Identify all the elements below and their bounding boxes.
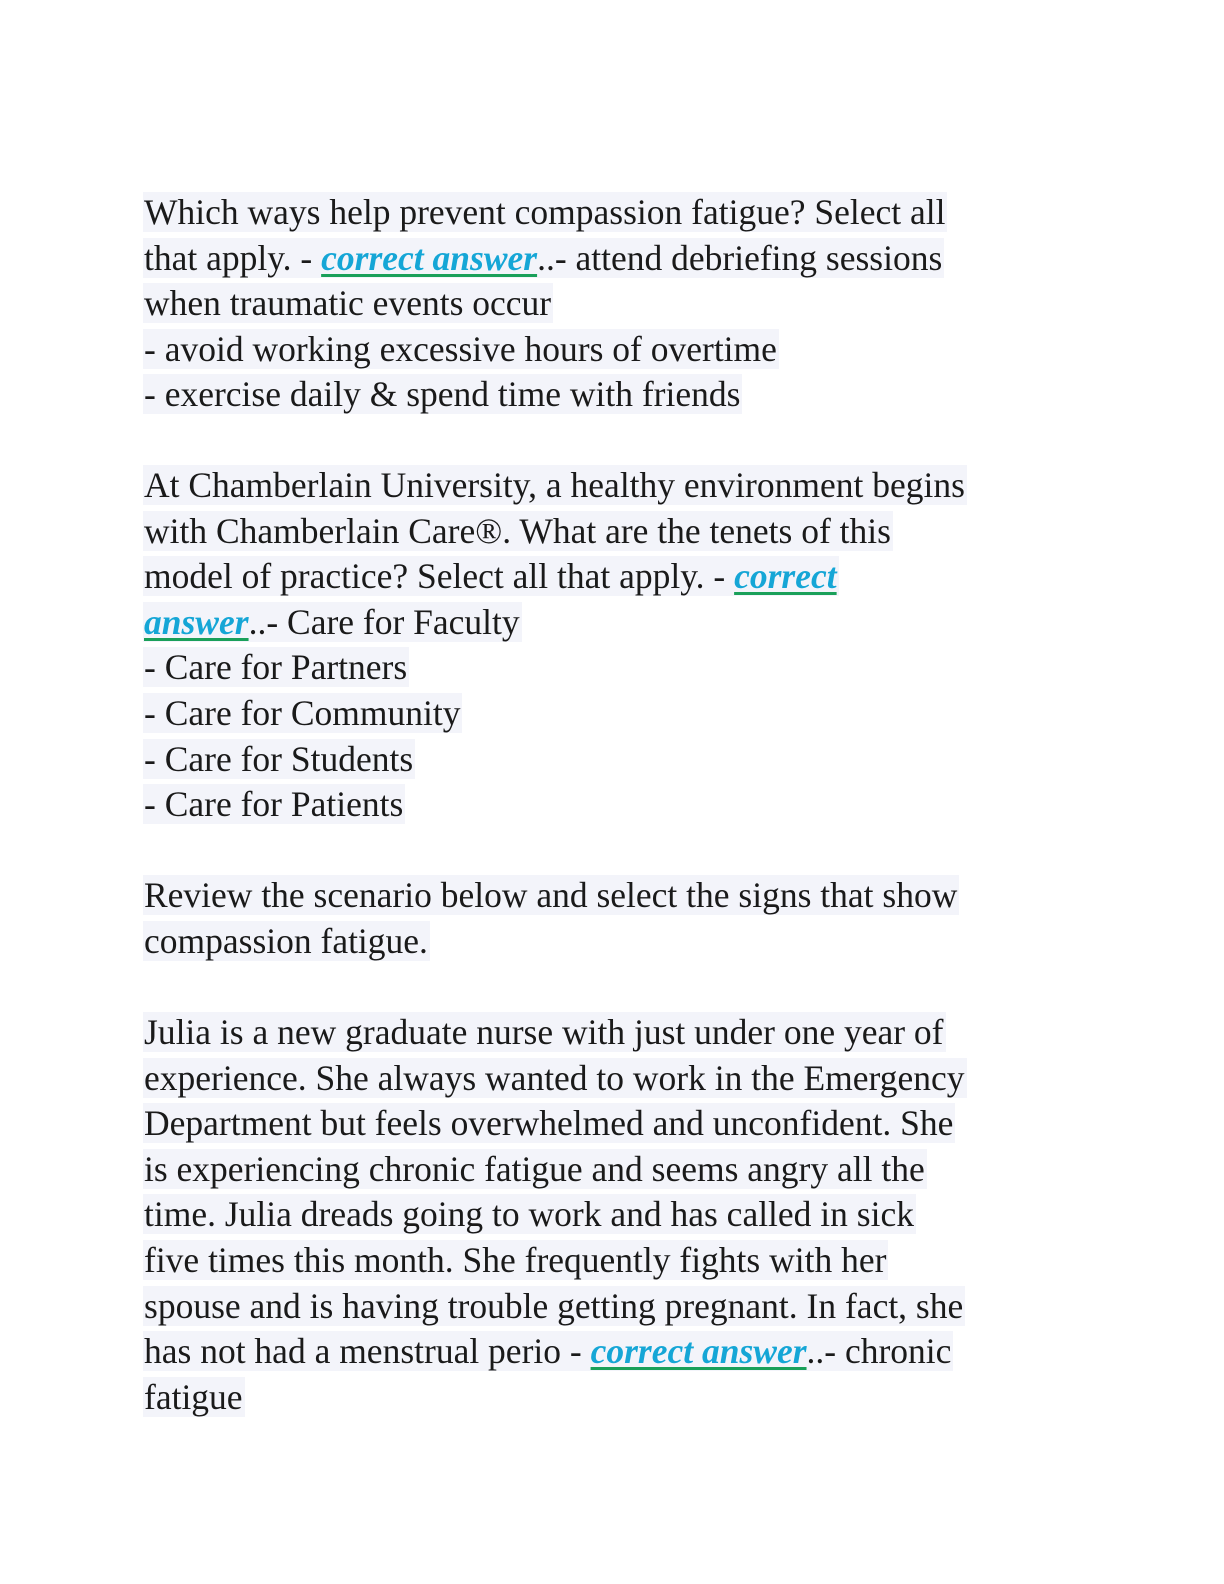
correct-answer-link[interactable]: correct (734, 556, 837, 597)
text-line (143, 873, 1083, 919)
text-line (143, 1010, 1083, 1056)
question-text: Which ways help prevent compassion fatigue? Select all (144, 192, 946, 232)
text-line (143, 1375, 1083, 1421)
text-line (143, 782, 1083, 828)
correct-answer-link[interactable]: correct answer (321, 237, 538, 278)
answer-line (143, 602, 522, 642)
text-line (143, 327, 1083, 373)
text-line (143, 1329, 1083, 1375)
text-line (143, 190, 1083, 236)
answer-item: - Care for Students (144, 738, 414, 779)
question-julia-scenario (143, 1010, 1083, 1420)
scenario-text: has not had a menstrual perio - (144, 1331, 591, 1372)
text-line (143, 919, 1083, 965)
answer-line (143, 238, 944, 278)
text-line (143, 645, 1083, 691)
scenario-text: spouse and is having trouble getting pregnant. In fact, she (144, 1285, 964, 1326)
correct-answer-link[interactable]: answer (144, 601, 249, 642)
answer-item: - exercise daily & spend time with friends (144, 374, 741, 415)
scenario-text: experience. She always wanted to work in the Emergency (144, 1057, 965, 1098)
text-line (143, 737, 1083, 783)
question-scenario-instruction (143, 873, 1083, 964)
answer-item: - Care for Patients (144, 784, 404, 825)
answer-line (143, 556, 839, 596)
answer-text: fatigue (144, 1376, 243, 1417)
text-line (143, 1192, 1083, 1238)
text-line (143, 1238, 1083, 1284)
answer-text: ..- Care for Faculty (248, 601, 520, 642)
text-line (143, 463, 1083, 509)
question-chamberlain-care-tenets (143, 463, 1083, 828)
question-text-continued: model of practice? Select all that apply. - (144, 556, 735, 597)
question-text: At Chamberlain University, a healthy environment begins (144, 465, 965, 505)
scenario-text: Julia is a new graduate nurse with just under one year of (144, 1012, 944, 1052)
scenario-text: five times this month. She frequently fights with her (144, 1239, 887, 1280)
text-line (143, 554, 1083, 600)
answer-text: ..- chronic (806, 1331, 952, 1372)
answer-item: - Care for Community (144, 692, 461, 733)
text-line (143, 1101, 1083, 1147)
text-line (143, 1147, 1083, 1193)
answer-text: when traumatic events occur (144, 283, 552, 324)
text-line (143, 281, 1083, 327)
question-text: compassion fatigue. (144, 920, 428, 961)
text-line (143, 509, 1083, 555)
scenario-text: time. Julia dreads going to work and has called in sick (144, 1194, 914, 1235)
scenario-text: Department but feels overwhelmed and unconfident. She (144, 1103, 954, 1144)
text-line (143, 372, 1083, 418)
correct-answer-link[interactable]: correct answer (590, 1331, 807, 1372)
text-line (143, 1056, 1083, 1102)
text-line (143, 600, 1083, 646)
answer-item: - avoid working excessive hours of overtime (144, 328, 777, 369)
question-compassion-fatigue-prevention (143, 190, 1083, 418)
answer-item: - Care for Partners (144, 647, 408, 688)
question-text-continued: that apply. - (144, 237, 322, 278)
text-line (143, 236, 1083, 282)
text-line (143, 691, 1083, 737)
text-line (143, 1284, 1083, 1330)
scenario-text: is experiencing chronic fatigue and seems angry all the (144, 1148, 925, 1189)
answer-line (143, 1331, 953, 1371)
question-text: Review the scenario below and select the signs that show (144, 875, 958, 915)
answer-text: ..- attend debriefing sessions (537, 237, 943, 278)
question-text: with Chamberlain Care®. What are the tenets of this (144, 510, 891, 551)
